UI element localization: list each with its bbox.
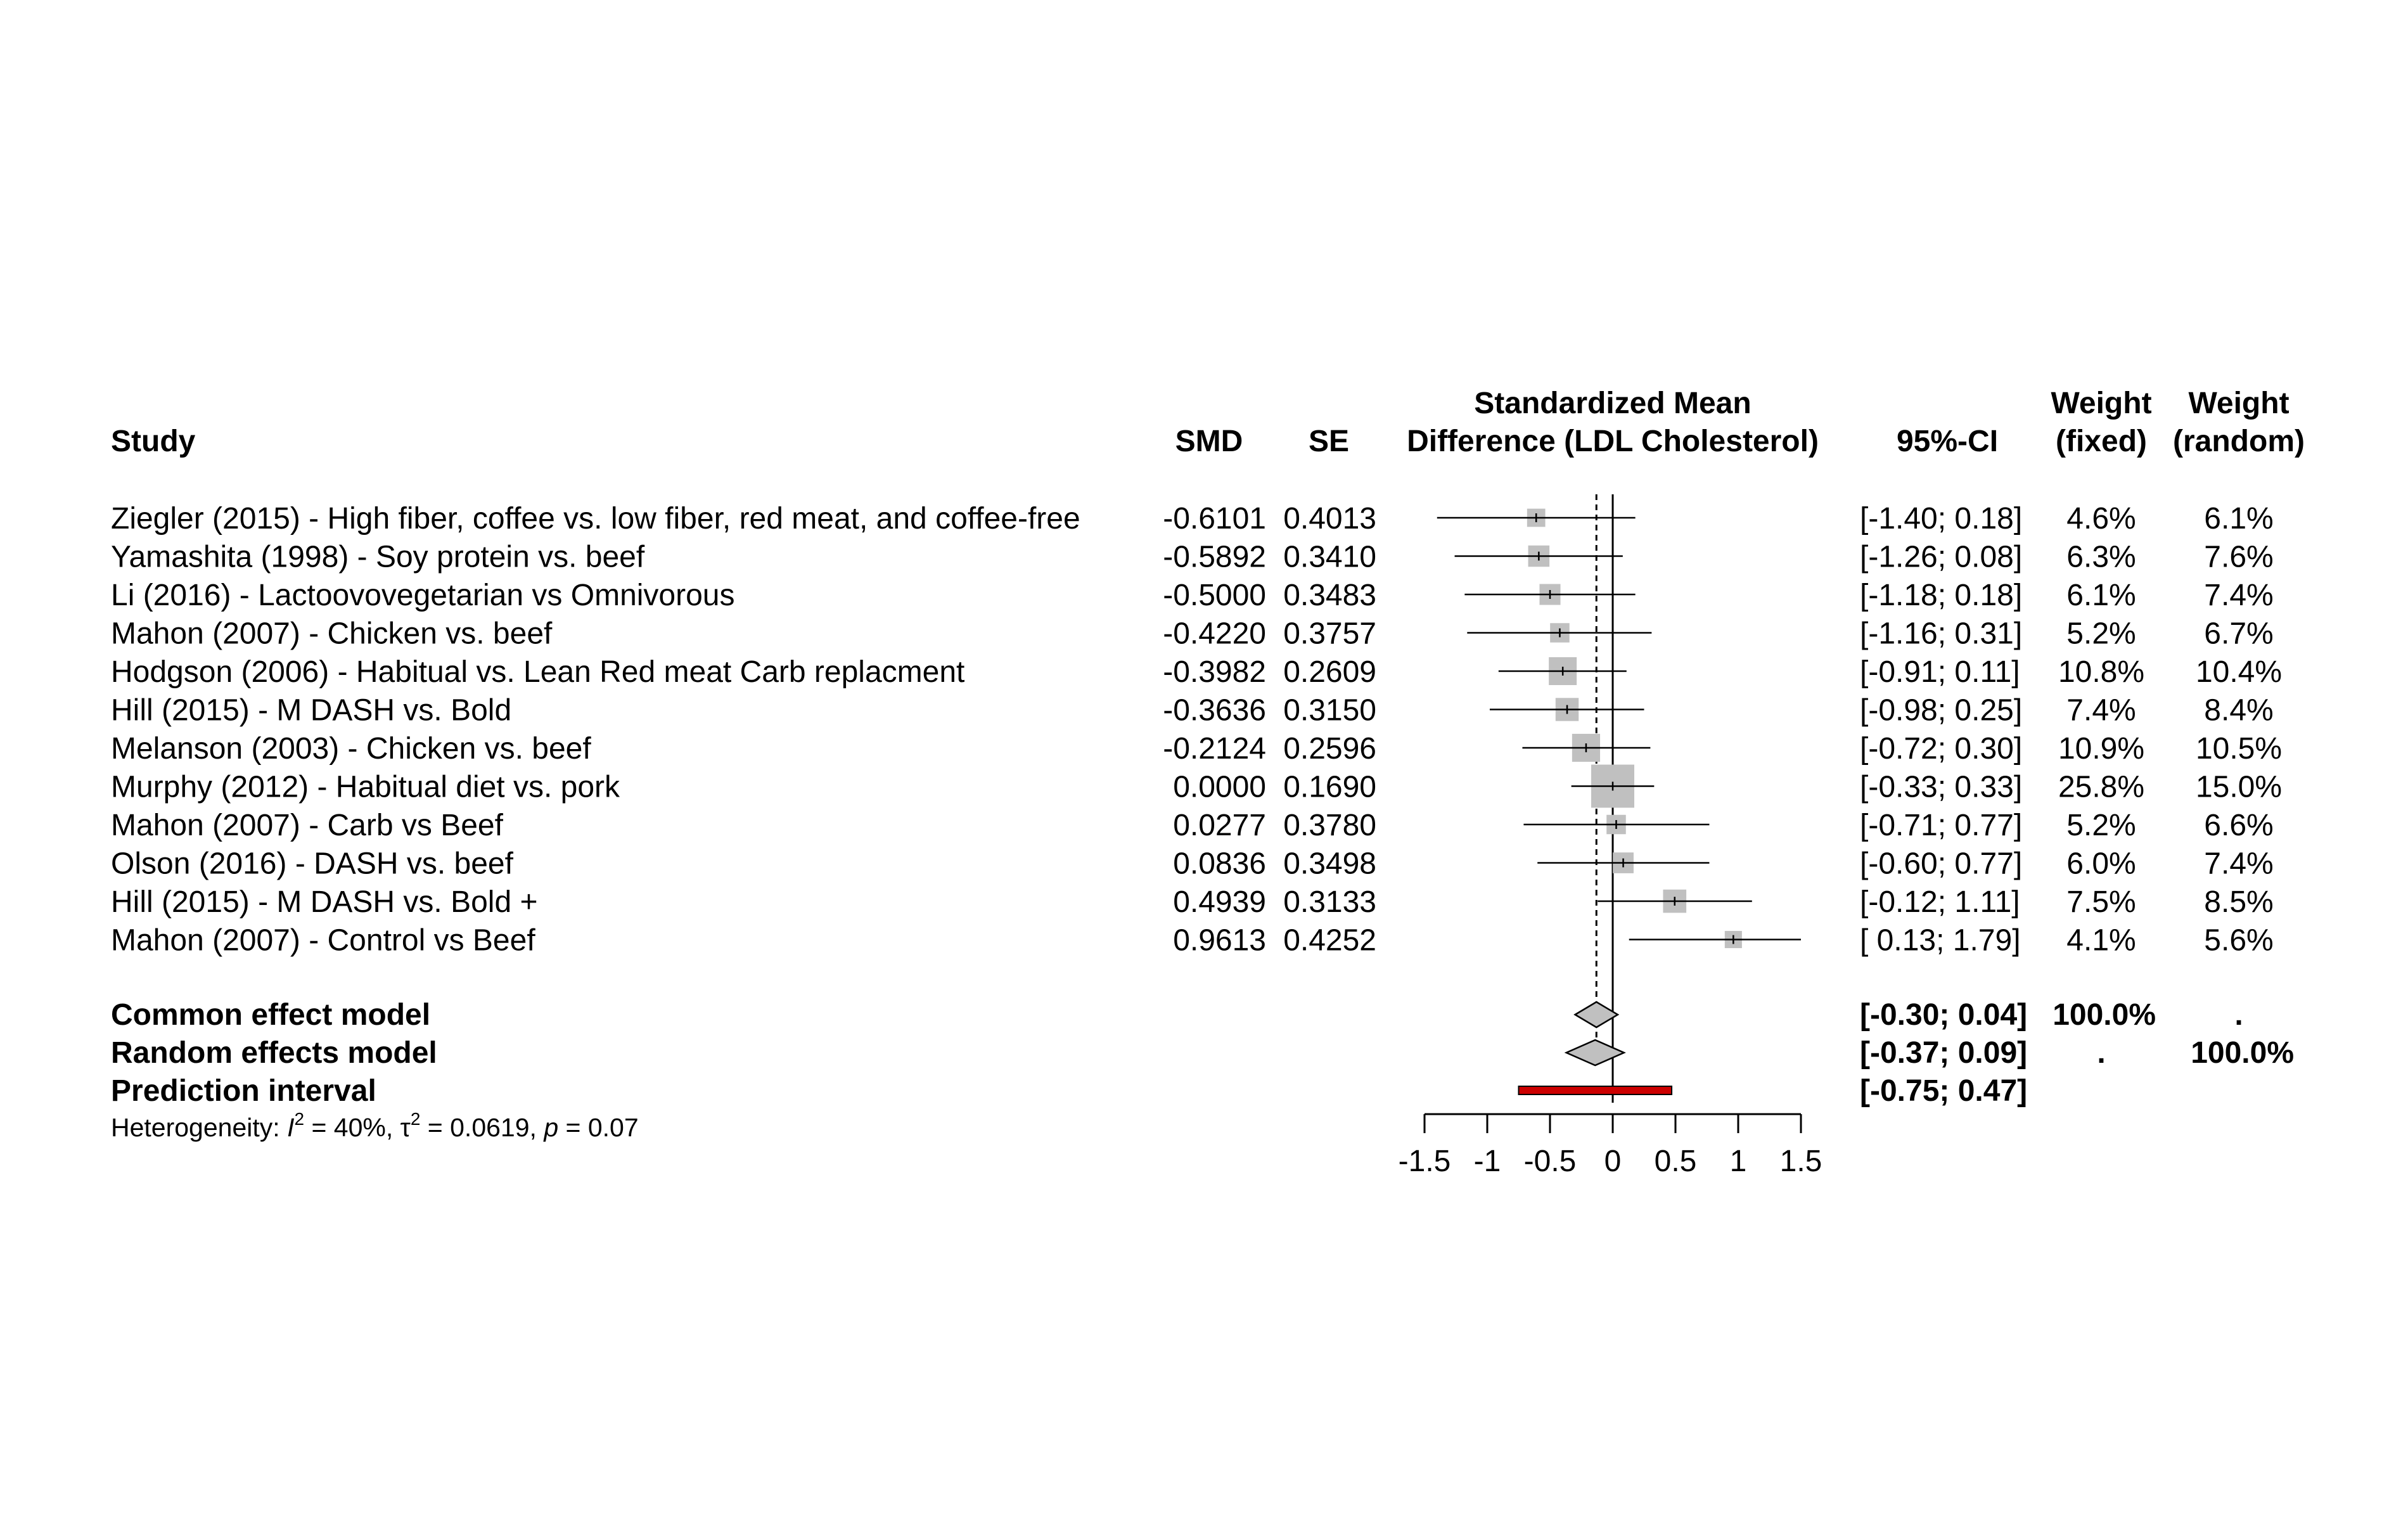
study-weight-fixed: 5.2% xyxy=(2066,809,2136,842)
study-weight-fixed: 25.8% xyxy=(2058,770,2145,804)
study-se: 0.3498 xyxy=(1283,847,1376,881)
random-effects-weight-fixed: . xyxy=(2097,1036,2106,1070)
study-rows xyxy=(111,502,2282,958)
x-axis xyxy=(1399,1114,1822,1178)
prediction-interval-bar xyxy=(1519,1086,1672,1094)
study-weight-fixed: 6.0% xyxy=(2066,847,2136,881)
study-ci: [-1.16; 0.31] xyxy=(1860,617,2023,651)
study-smd: 0.4939 xyxy=(1173,885,1266,919)
study-smd: 0.0277 xyxy=(1173,809,1266,842)
het-i2-superscript: 2 xyxy=(294,1109,305,1129)
study-ci: [ 0.13; 1.79] xyxy=(1860,923,2021,958)
study-weight-random: 5.6% xyxy=(2204,923,2274,958)
study-weight-fixed: 6.3% xyxy=(2066,540,2136,574)
study-se: 0.2609 xyxy=(1283,655,1376,689)
study-weight-random: 8.5% xyxy=(2204,885,2274,919)
plot-marks xyxy=(1437,509,1801,1094)
study-label: Li (2016) - Lactoovovegetarian vs Omnivorous xyxy=(111,579,735,612)
header-weight-fixed-line1: Weight xyxy=(2051,387,2152,420)
x-axis-tick-label: 1 xyxy=(1729,1145,1747,1178)
study-weight-fixed: 4.1% xyxy=(2066,923,2136,958)
study-se: 0.3780 xyxy=(1283,809,1376,842)
study-ci: [-1.26; 0.08] xyxy=(1860,540,2023,574)
x-axis-tick-label: -1 xyxy=(1473,1145,1501,1178)
common-effect-weight-random: . xyxy=(2234,998,2243,1032)
study-label: Yamashita (1998) - Soy protein vs. beef xyxy=(111,540,645,574)
study-smd: -0.3982 xyxy=(1163,655,1266,689)
heterogeneity-text xyxy=(111,1109,639,1142)
study-weight-random: 8.4% xyxy=(2204,693,2274,728)
common-effect-diamond xyxy=(1575,1002,1618,1027)
study-smd: -0.3636 xyxy=(1163,693,1266,728)
study-smd: -0.5000 xyxy=(1163,579,1266,612)
study-smd: 0.0836 xyxy=(1173,847,1266,881)
study-ci: [-0.12; 1.11] xyxy=(1860,885,2020,919)
study-label: Mahon (2007) - Carb vs Beef xyxy=(111,809,503,842)
study-smd: -0.6101 xyxy=(1163,502,1266,536)
study-weight-fixed: 5.2% xyxy=(2066,617,2136,651)
header-plot-line1: Standardized Mean xyxy=(1474,387,1752,420)
header-weight-fixed-line2: (fixed) xyxy=(2056,425,2147,458)
study-weight-fixed: 7.5% xyxy=(2066,885,2136,919)
study-weight-random: 7.4% xyxy=(2204,847,2274,881)
study-smd: -0.5892 xyxy=(1163,540,1266,574)
het-tau-value: = 0.0619, xyxy=(420,1113,544,1142)
x-axis-tick-label: -1.5 xyxy=(1398,1145,1451,1178)
study-se: 0.4252 xyxy=(1283,923,1376,958)
study-label: Hill (2015) - M DASH vs. Bold + xyxy=(111,885,538,919)
study-smd: 0.0000 xyxy=(1173,770,1266,804)
x-axis-tick-label: 0.5 xyxy=(1654,1145,1697,1178)
header-smd: SMD xyxy=(1175,425,1243,458)
study-weight-random: 10.5% xyxy=(2195,732,2283,766)
study-weight-random: 6.1% xyxy=(2204,502,2274,536)
study-smd: -0.2124 xyxy=(1163,732,1266,766)
het-tau-superscript: 2 xyxy=(410,1109,421,1129)
study-se: 0.3150 xyxy=(1283,693,1376,728)
study-weight-fixed: 10.8% xyxy=(2058,655,2145,689)
study-smd: 0.9613 xyxy=(1173,923,1266,958)
random-effects-diamond xyxy=(1566,1040,1624,1065)
common-effect-ci: [-0.30; 0.04] xyxy=(1860,998,2028,1032)
study-se: 0.3133 xyxy=(1283,885,1376,919)
study-smd: -0.4220 xyxy=(1163,617,1266,651)
study-se: 0.3483 xyxy=(1283,579,1376,612)
study-label: Hill (2015) - M DASH vs. Bold xyxy=(111,693,512,728)
study-ci: [-1.40; 0.18] xyxy=(1860,502,2023,536)
common-effect-label: Common effect model xyxy=(111,998,431,1032)
study-weight-random: 7.6% xyxy=(2204,540,2274,574)
study-label: Murphy (2012) - Habitual diet vs. pork xyxy=(111,770,620,804)
random-effects-label: Random effects model xyxy=(111,1036,437,1070)
study-weight-fixed: 7.4% xyxy=(2066,693,2136,728)
study-weight-random: 15.0% xyxy=(2195,770,2283,804)
study-ci: [-0.33; 0.33] xyxy=(1860,770,2023,804)
header-weight-random-line1: Weight xyxy=(2188,387,2290,420)
study-ci: [-0.71; 0.77] xyxy=(1860,809,2023,842)
header-plot-line2: Difference (LDL Cholesterol) xyxy=(1407,425,1819,458)
het-tau-symbol: τ xyxy=(400,1113,411,1142)
study-label: Melanson (2003) - Chicken vs. beef xyxy=(111,732,591,766)
het-prefix: Heterogeneity: xyxy=(111,1113,288,1142)
header-study: Study xyxy=(111,425,196,458)
study-ci: [-1.18; 0.18] xyxy=(1860,579,2023,612)
random-effects-weight-random: 100.0% xyxy=(2191,1036,2294,1070)
prediction-interval-label: Prediction interval xyxy=(111,1074,376,1108)
study-ci: [-0.60; 0.77] xyxy=(1860,847,2023,881)
study-se: 0.1690 xyxy=(1283,770,1376,804)
prediction-interval-ci: [-0.75; 0.47] xyxy=(1860,1074,2028,1108)
header-se: SE xyxy=(1308,425,1350,458)
study-weight-fixed: 10.9% xyxy=(2058,732,2145,766)
study-se: 0.2596 xyxy=(1283,732,1376,766)
header-ci: 95%-CI xyxy=(1896,425,1999,458)
study-label: Mahon (2007) - Chicken vs. beef xyxy=(111,617,553,651)
study-weight-random: 10.4% xyxy=(2195,655,2283,689)
x-axis-tick-label: 1.5 xyxy=(1779,1145,1822,1178)
x-axis-tick-label: 0 xyxy=(1604,1145,1622,1178)
study-se: 0.3757 xyxy=(1283,617,1376,651)
study-weight-fixed: 4.6% xyxy=(2066,502,2136,536)
study-se: 0.4013 xyxy=(1283,502,1376,536)
study-ci: [-0.98; 0.25] xyxy=(1860,693,2023,728)
study-se: 0.3410 xyxy=(1283,540,1376,574)
common-effect-weight-fixed: 100.0% xyxy=(2053,998,2156,1032)
study-weight-random: 7.4% xyxy=(2204,579,2274,612)
study-weight-random: 6.6% xyxy=(2204,809,2274,842)
study-ci: [-0.72; 0.30] xyxy=(1860,732,2023,766)
study-label: Ziegler (2015) - High fiber, coffee vs. low fiber, red meat, and coffee-free xyxy=(111,502,1080,536)
study-label: Hodgson (2006) - Habitual vs. Lean Red meat Carb replacment xyxy=(111,655,965,689)
study-ci: [-0.91; 0.11] xyxy=(1860,655,2020,689)
het-p-value: = 0.07 xyxy=(558,1113,639,1142)
random-effects-ci: [-0.37; 0.09] xyxy=(1860,1036,2028,1070)
study-weight-fixed: 6.1% xyxy=(2066,579,2136,612)
het-i2-symbol: I xyxy=(287,1113,295,1142)
x-axis-tick-label: -0.5 xyxy=(1523,1145,1577,1178)
study-weight-random: 6.7% xyxy=(2204,617,2274,651)
het-p-symbol: p xyxy=(544,1113,559,1142)
het-i2-value: = 40%, xyxy=(304,1113,400,1142)
header-weight-random-line2: (random) xyxy=(2173,425,2305,458)
study-label: Olson (2016) - DASH vs. beef xyxy=(111,847,513,881)
study-label: Mahon (2007) - Control vs Beef xyxy=(111,923,535,958)
